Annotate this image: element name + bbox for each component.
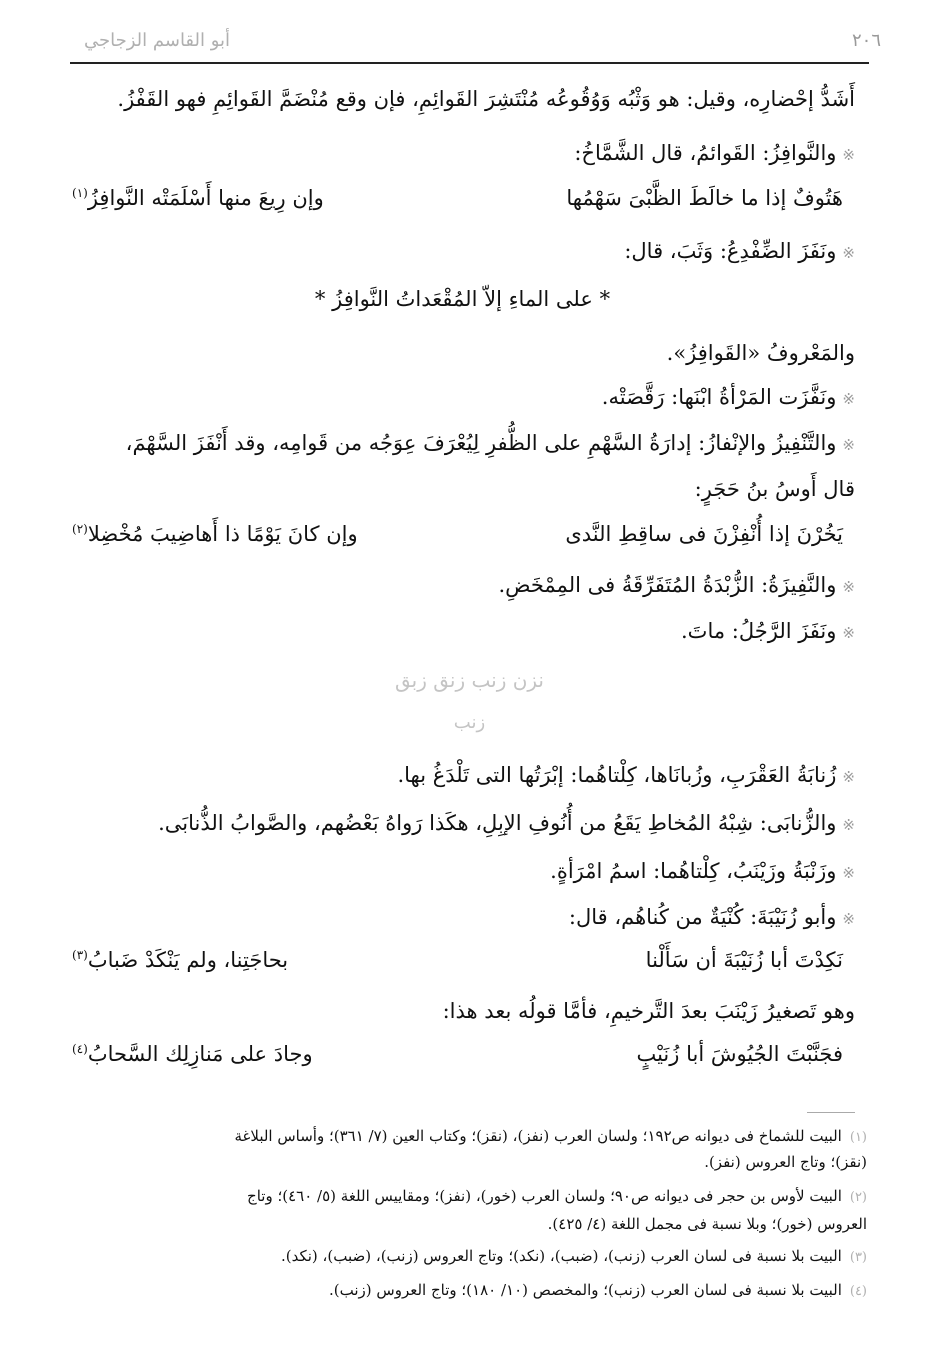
entry-line: ※وأبو زُنَيْبَةَ: كُنْيَةٌ من كُناهُم، قال: xyxy=(568,905,855,929)
running-header-title: أبو القاسم الزجاجي xyxy=(84,30,231,51)
text-line: وهو تَصغيرُ زَيْنَبَ بعدَ التَّرخيمِ، فأمَّا قولُه بعد هذا: xyxy=(442,999,855,1023)
verse-4-second-hemistich: وجادَ على مَنازِلِك السَّحابُ$^{(٤)}$ xyxy=(72,1042,313,1066)
entry-star-icon: ※ xyxy=(842,390,855,408)
verse-line-1 xyxy=(72,186,843,218)
footnote-1: (١)البيت للشماخ فى ديوانه ص١٩٢؛ ولسان العرب (نفز)، (نقز)؛ وكتاب العين (٧/ ٣٦١)؛ وأساس البلاغة xyxy=(234,1127,867,1145)
entry-star-icon: ※ xyxy=(842,244,855,262)
entry-star-icon: ※ xyxy=(842,436,855,454)
verse-1-first-hemistich: هَتُوفٌ إذا ما خالَطَ الظَّبْىَ سَهْمُها xyxy=(566,186,843,210)
verse-4-first-hemistich: فجَنَّبْتَ الجُيُوشَ أبا زُنَيْبٍ xyxy=(636,1042,843,1066)
page-number: ٢٠٦ xyxy=(851,30,881,51)
entry-line: ※ونَفَزَ الرَّجُلُ: ماتَ. xyxy=(681,619,855,643)
footnote-ref-4: (٤) xyxy=(72,1042,88,1056)
verse-3-first-hemistich: نَكِدْتَ أبا زُنَيْبَةَ أن سَأَلْنا xyxy=(645,948,843,972)
entry-star-icon: ※ xyxy=(842,768,855,786)
entry-line: ※والنَّفِيزَةُ: الزُّبْدَةُ المُتَفَرِّقَةُ فى المِمْخَضِ. xyxy=(498,573,855,597)
entry-line: ※وزَنْبَةُ وزَيْنَبُ، كِلْتاهُما: اسمُ امْرَأةٍ. xyxy=(550,859,855,883)
centered-hemistich: * على الماءِ إلاّ المُقْعَداتُ النَّوافِزُ * xyxy=(314,287,611,311)
footnote-3: (٣)البيت بلا نسبة فى لسان العرب (زنب)، (ضبب)، (نكد)؛ وتاج العروس (زنب)، (ضبب)، (نكد). xyxy=(280,1247,867,1265)
entry-star-icon: ※ xyxy=(842,578,855,596)
footnote-ref-1: (١) xyxy=(72,186,88,200)
verse-2-first-hemistich: يَخُرْنَ إذا أُنْفِزْنَ فى ساقِطِ النَّدى xyxy=(565,522,843,546)
footnote-2-continued: العروس (خور)؛ وبلا نسبة فى مجمل اللغة (٤/ ٤٢٥). xyxy=(547,1215,867,1233)
text-line: والمَعْروفُ «القَوافِزُ». xyxy=(666,341,855,365)
footnote-separator xyxy=(807,1112,855,1113)
subsection-heading-faded: زنب xyxy=(453,712,486,733)
verse-3-second-hemistich: بحاجَتِنا، ولم يَنْكَدْ ضَبابُ$^{(٣)}$ xyxy=(72,948,289,972)
text-line: أَشَدُّ إحْضارِه، وقيل: هو وَثْبُه وَوُقُوعُه مُنْتَشِرَ القَوائِمِ، فإن وقع مُنْضَمَّ القَوائِمِ فهو القَفْزُ. xyxy=(117,87,855,111)
footnote-ref-3: (٣) xyxy=(72,948,88,962)
entry-star-icon: ※ xyxy=(842,816,855,834)
footnote-ref-2: (٢) xyxy=(72,522,88,536)
section-heading-faded: نزن زنب زنق زبق xyxy=(394,668,545,692)
verse-line-4 xyxy=(72,1042,843,1074)
entry-star-icon: ※ xyxy=(842,864,855,882)
verse-line-3 xyxy=(72,948,843,980)
entry-line: ※ونَفَّزَت المَرْأةُ ابْنَها: رَقَّصَتْه. xyxy=(601,385,855,409)
verse-2-second-hemistich: وإن كانَ يَوْمًا ذا أَهاضِيبَ مُخْضِلا$^{(٢)}$ xyxy=(72,522,358,546)
entry-star-icon: ※ xyxy=(842,910,855,928)
entry-line: ※والتَّنْفِيزُ والإنْفازُ: إدارَةُ السَّهْمِ على الظُّفرِ لِيُعْرَفَ عِوَجُه من قَوامِه، وقد أَنْفَزَ السَّهْمَ، xyxy=(125,431,855,455)
header-rule xyxy=(70,62,869,64)
verse-1-second-hemistich: وإن رِيعَ منها أَسْلَمَتْه النَّوافِزُ$^{(١)}$ xyxy=(72,186,324,210)
entry-line: ※ونَفَزَ الضِّفْدِعُ: وَثَبَ، قال: xyxy=(624,239,855,263)
footnote-4: (٤)البيت بلا نسبة فى لسان العرب (زنب)؛ والمخصص (١٠/ ١٨٠)؛ وتاج العروس (زنب). xyxy=(329,1281,867,1299)
text-line: قال أَوسُ بنُ حَجَرٍ: xyxy=(694,477,855,501)
entry-line: ※والزُّنابَى: شِبْهُ المُخاطِ يَقَعُ من أُنُوفِ الإبِلِ، هكَذا رَواهُ بَعْضُهم، والصَّوابُ الذُّنابَى. xyxy=(158,811,855,835)
footnote-2: (٢)البيت لأوس بن حجر فى ديوانه ص٩٠؛ ولسان العرب (خور)، (نفز)؛ ومقاييس اللغة (٥/ ٤٦٠)؛ وتاج xyxy=(247,1187,867,1205)
footnote-1-continued: (نقز)؛ وتاج العروس (نفز). xyxy=(704,1153,867,1171)
entry-line: ※والنَّوافِزُ: القَوائمُ، قال الشَّمَّاخُ: xyxy=(574,141,855,165)
entry-line: ※زُنابَةُ العَقْرَبِ، وزُبانَاها، كِلْتاهُما: إبْرَتُها التى تَلْدَغُ بها. xyxy=(397,763,855,787)
entry-star-icon: ※ xyxy=(842,146,855,164)
entry-star-icon: ※ xyxy=(842,624,855,642)
verse-line-2 xyxy=(72,522,843,554)
